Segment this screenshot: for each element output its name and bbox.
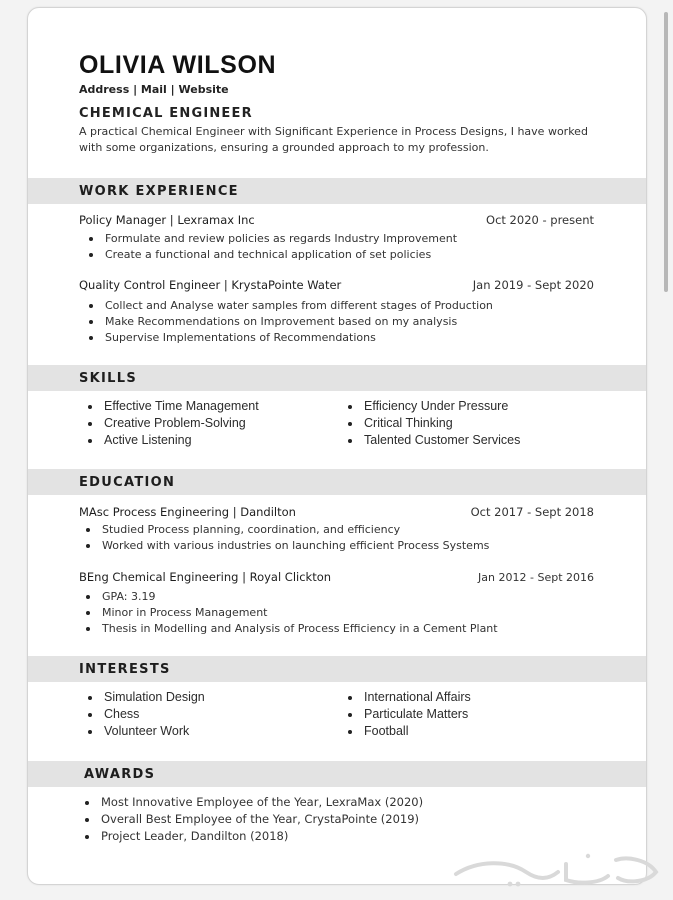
education-date: Oct 2017 - Sept 2018 <box>470 505 594 519</box>
list-item: Formulate and review policies as regards Industry Improvement <box>84 231 457 247</box>
list-item: Efficiency Under Pressure <box>343 398 520 415</box>
list-item: Collect and Analyse water samples from different stages of Production <box>84 298 493 314</box>
section-header-interests <box>28 656 646 682</box>
section-title: INTERESTS <box>79 662 171 677</box>
list-item: GPA: 3.19 <box>81 589 498 605</box>
scrollbar[interactable] <box>664 12 668 292</box>
section-header-awards <box>28 761 646 787</box>
section-title: AWARDS <box>84 767 156 782</box>
list-item: Volunteer Work <box>83 723 205 740</box>
interests-left-list <box>83 689 205 740</box>
list-item: Supervise Implementations of Recommendations <box>84 330 493 346</box>
list-item: Project Leader, Dandilton (2018) <box>80 828 423 845</box>
education-title: MAsc Process Engineering | Dandilton <box>79 505 296 519</box>
list-item: Worked with various industries on launching efficient Process Systems <box>81 538 489 554</box>
list-item: Make Recommendations on Improvement based on my analysis <box>84 314 493 330</box>
list-item: Thesis in Modelling and Analysis of Process Efficiency in a Cement Plant <box>81 621 498 637</box>
job-bullets <box>84 298 493 346</box>
list-item: Most Innovative Employee of the Year, LexraMax (2020) <box>80 794 423 811</box>
job-date: Oct 2020 - present <box>486 213 594 227</box>
candidate-name: OLIVIA WILSON <box>79 51 277 79</box>
list-item: Studied Process planning, coordination, and efficiency <box>81 522 489 538</box>
list-item: Create a functional and technical application of set policies <box>84 247 457 263</box>
education-title: BEng Chemical Engineering | Royal Clickton <box>79 570 332 584</box>
watermark-logo <box>448 850 666 888</box>
job-date: Jan 2019 - Sept 2020 <box>472 278 594 292</box>
list-item: Chess <box>83 706 205 723</box>
education-bullets <box>81 589 498 637</box>
list-item: Critical Thinking <box>343 415 520 432</box>
profile-summary: A practical Chemical Engineer with Significant Experience in Process Designs, I have worked with some organizations, ensuring a grounded approach to my profession. <box>79 125 588 154</box>
contact-line: Address | Mail | Website <box>79 83 229 96</box>
section-header-work <box>28 178 646 204</box>
section-title: WORK EXPERIENCE <box>79 184 239 199</box>
list-item: Creative Problem-Solving <box>83 415 259 432</box>
list-item: International Affairs <box>343 689 471 706</box>
list-item: Active Listening <box>83 432 259 449</box>
education-date: Jan 2012 - Sept 2016 <box>478 571 594 584</box>
awards-list <box>80 794 423 845</box>
list-item: Minor in Process Management <box>81 605 498 621</box>
section-header-skills <box>28 365 646 391</box>
job-title-entry: Policy Manager | Lexramax Inc <box>79 213 255 227</box>
section-header-education <box>28 469 646 495</box>
job-title-entry: Quality Control Engineer | KrystaPointe Water <box>79 278 342 292</box>
list-item: Simulation Design <box>83 689 205 706</box>
list-item: Talented Customer Services <box>343 432 520 449</box>
job-title: CHEMICAL ENGINEER <box>79 106 253 121</box>
job-bullets <box>84 231 457 263</box>
skills-left-list <box>83 398 259 449</box>
list-item: Particulate Matters <box>343 706 471 723</box>
list-item: Overall Best Employee of the Year, CrystaPointe (2019) <box>80 811 423 828</box>
list-item: Football <box>343 723 471 740</box>
skills-right-list <box>343 398 520 449</box>
interests-right-list <box>343 689 471 740</box>
list-item: Effective Time Management <box>83 398 259 415</box>
section-title: EDUCATION <box>79 475 176 490</box>
section-title: SKILLS <box>79 371 138 386</box>
education-bullets <box>81 522 489 554</box>
